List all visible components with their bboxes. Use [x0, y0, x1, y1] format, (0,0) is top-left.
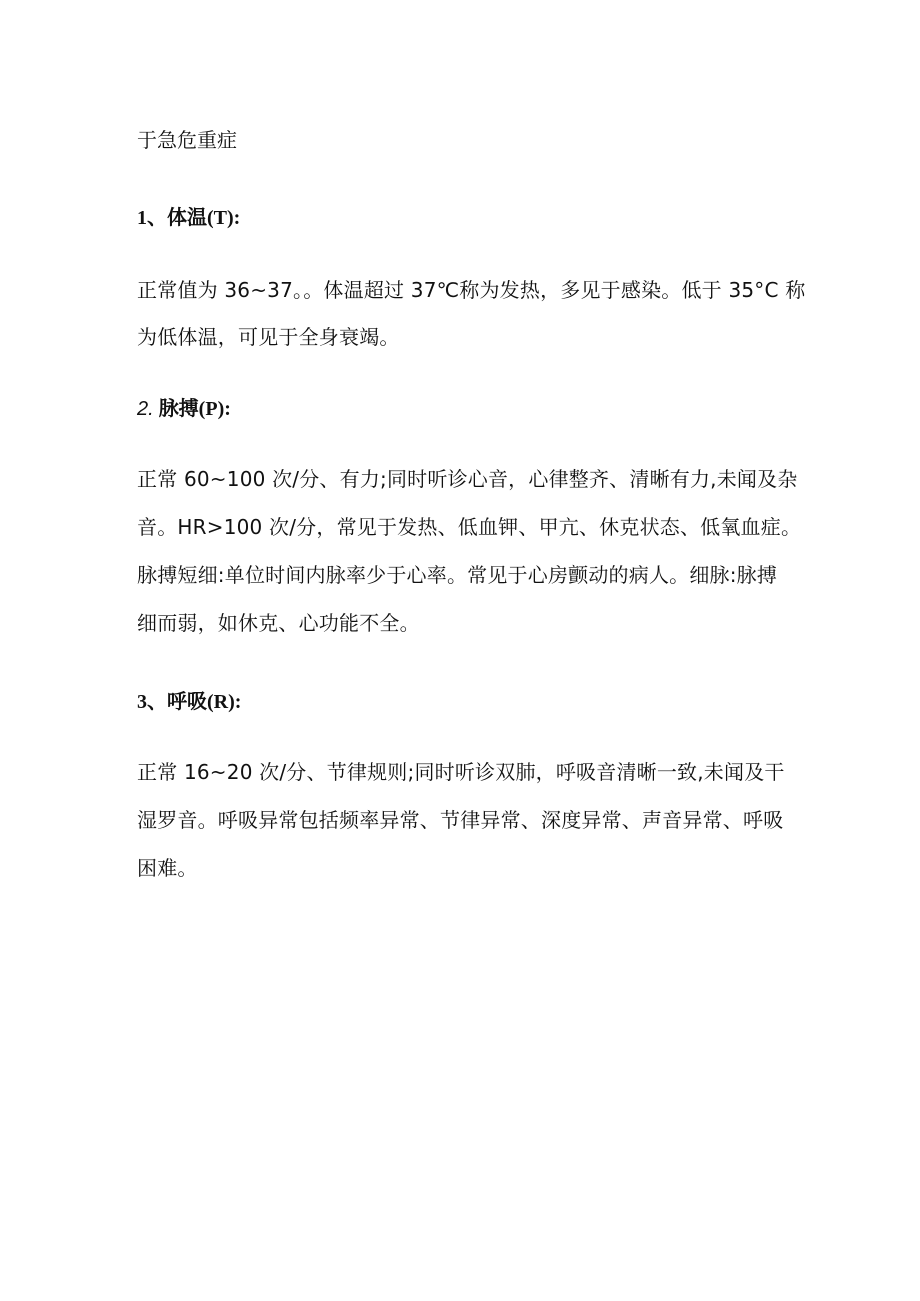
paragraph-line: 困难。 — [137, 856, 198, 880]
section-heading-pulse — [137, 397, 231, 421]
section-title: 脉搏(P): — [153, 398, 231, 420]
intro-text: 于急危重症 — [137, 128, 237, 152]
paragraph-line: 正常值为 36~37。。体温超过 37℃称为发热，多见于感染。低于 35°C 称 — [137, 278, 806, 302]
paragraph-line: 细而弱，如休克、心功能不全。 — [137, 611, 420, 635]
section-heading-respiration: 3、呼吸(R): — [137, 691, 242, 713]
paragraph-line: 正常 60~100 次/分、有力;同时听诊心音，心律整齐、清晰有力,未闻及杂 — [137, 467, 798, 491]
section-heading-temperature: 1、体温(T): — [137, 207, 241, 229]
paragraph-line: 音。HR>100 次/分，常见于发热、低血钾、甲亢、休克状态、低氧血症。 — [137, 515, 802, 539]
paragraph-line: 为低体温，可见于全身衰竭。 — [137, 325, 400, 349]
paragraph-line: 正常 16~20 次/分、节律规则;同时听诊双肺，呼吸音清晰一致,未闻及干 — [137, 760, 785, 784]
section-number: 2. — [137, 398, 154, 420]
paragraph-line: 湿罗音。呼吸异常包括频率异常、节律异常、深度异常、声音异常、呼吸 — [137, 808, 784, 832]
paragraph-line: 脉搏短细:单位时间内脉率少于心率。常见于心房颤动的病人。细脉:脉搏 — [137, 563, 778, 587]
